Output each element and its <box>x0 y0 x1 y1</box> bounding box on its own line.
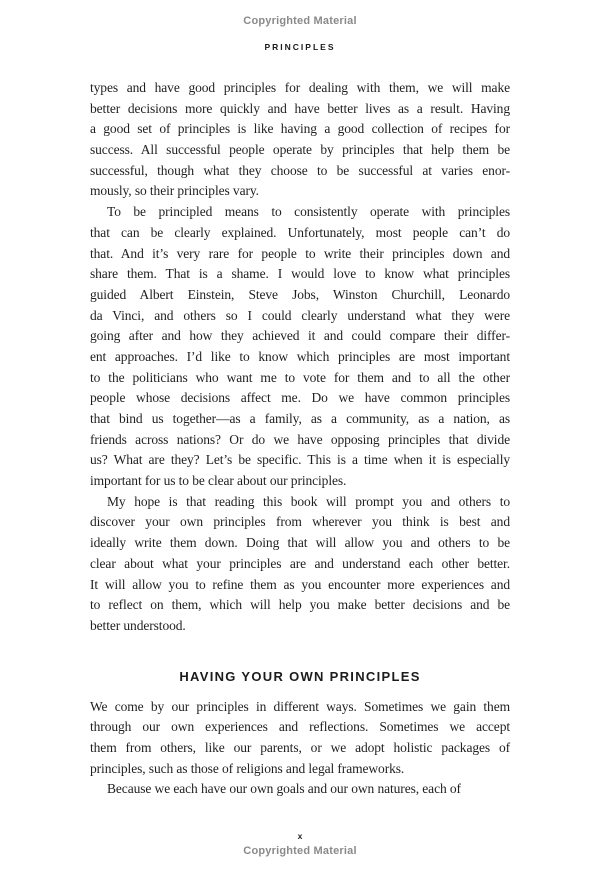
text-line: types and have good principles for dealing with them, we will make <box>90 80 510 95</box>
copyright-notice-top: Copyrighted Material <box>243 15 357 27</box>
text-line: guided Albert Einstein, Steve Jobs, Winston Churchill, Leonardo <box>90 286 510 302</box>
text-line: discover your own principles from wherever you think is best and <box>90 514 510 530</box>
section-heading: HAVING YOUR OWN PRINCIPLES <box>179 668 421 684</box>
copyright-notice-bottom: Copyrighted Material <box>243 845 357 857</box>
text-line: mously, so their principles vary. <box>90 183 259 199</box>
text-line: that bind us together—as a family, as a community, as a nation, as <box>90 411 510 426</box>
text-line: through our own experiences and reflections. Sometimes we accept <box>90 719 510 735</box>
text-line: da Vinci, and others so I could clearly understand what they were <box>90 307 510 323</box>
text-line: share them. That is a shame. I would love to know what principles <box>90 266 510 282</box>
body-paragraph <box>90 492 510 637</box>
text-line: success. All successful people operate by principles that help them be <box>90 142 510 158</box>
text-line: principles, such as those of religions and legal frameworks. <box>90 760 405 776</box>
body-paragraph <box>90 697 510 780</box>
text-line: us? What are they? Let’s be specific. This is a time when it is especially <box>90 452 510 468</box>
text-line: going after and how they achieved it and could compare their differ- <box>90 328 510 344</box>
text-line: ideally write them down. Doing that will allow you and others to be <box>90 535 510 551</box>
text-line: It will allow you to refine them as you encounter more experiences and <box>90 576 510 592</box>
text-line: people whose decisions affect me. Do we have common principles <box>90 390 510 406</box>
text-line: a good set of principles is like having a good collection of recipes for <box>90 121 510 137</box>
body-paragraph <box>90 779 510 800</box>
text-line: We come by our principles in different ways. Sometimes we gain them <box>90 698 510 714</box>
body-text <box>90 78 510 800</box>
text-line: better decisions more quickly and have better lives as a result. Having <box>90 100 510 116</box>
text-line: friends across nations? Or do we have opposing principles that divide <box>90 431 510 447</box>
text-line: Because we each have our own goals and our own natures, each of <box>107 781 461 797</box>
text-line: ent approaches. I’d like to know which principles are most important <box>90 348 510 364</box>
text-line: to the politicians who want me to vote for them and to all the other <box>90 369 510 385</box>
body-paragraph <box>90 202 510 492</box>
text-line: that. And it’s very rare for people to write their principles down and <box>90 245 510 261</box>
text-line: successful, though what they choose to be successful at varies enor- <box>90 162 510 178</box>
text-line: To be principled means to consistently operate with principles <box>107 204 510 220</box>
text-line: better understood. <box>90 617 186 633</box>
text-line: My hope is that reading this book will prompt you and others to <box>107 493 510 509</box>
text-line: to reflect on them, which will help you make better decisions and be <box>90 597 510 613</box>
body-paragraph <box>90 78 510 202</box>
text-line: important for us to be clear about our principles. <box>90 473 347 489</box>
text-line: them from others, like our parents, or we adopt holistic packages of <box>90 739 510 755</box>
text-line: that can be clearly explained. Unfortunately, most people can’t do <box>90 224 510 240</box>
running-header: PRINCIPLES <box>264 42 336 52</box>
text-line: clear about what your principles are and understand each other better. <box>90 555 510 571</box>
page-number: x <box>297 831 303 841</box>
